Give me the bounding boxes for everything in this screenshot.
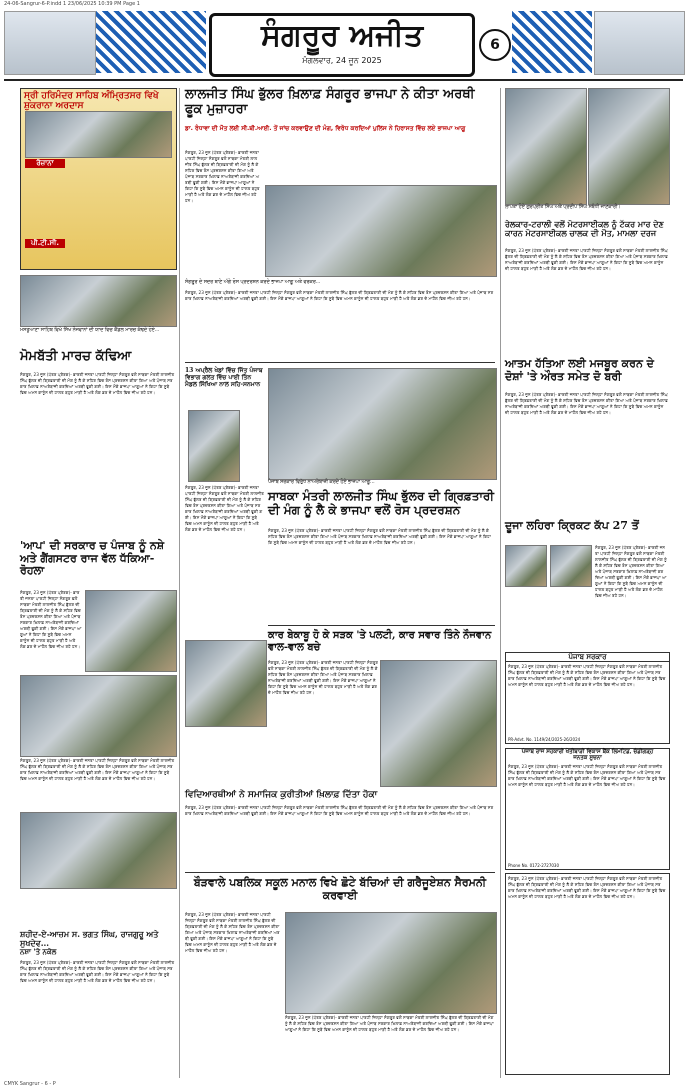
ad-code-1: PR-Advt. No. 1149/24/2025-26/2024 xyxy=(508,737,581,742)
left-candle-photo xyxy=(20,275,177,327)
lead-body-1: ਸੰਗਰੂਰ, 23 ਜੂਨ (ਪੱਤਰ ਪ੍ਰੇਰਕ)- ਭਾਰਤੀ ਜਨਤਾ ਪਾਰਟੀ ਜ਼ਿਲ੍ਹਾ ਸੰਗਰੂਰ ਵਲੋਂ ਸਾਬਕਾ ਮੰਤਰੀ ਲਾਲਜੀਤ ਸਿੰਘ ਭੁੱਲਰ ਦੀ ਗ੍ਰਿਫ਼ਤਾਰੀ ਦੀ ਮੰਗ ਨੂੰ ਲੈ ਕੇ ਸ਼ਹਿਰ ਵਿਚ ਰੋਸ ਪ੍ਰਦਰਸ਼ਨ ਕੀਤਾ ਗਿਆ ਅਤੇ ਪੰਜਾਬ ਸਰਕਾਰ ਖ਼ਿਲਾਫ਼ ਨਾਅਰੇਬਾਜ਼ੀ ਕਰਦਿਆਂ ਅਰਥੀ ਫੂਕੀ ਗਈ। ਇਸ ਮੌਕੇ ਭਾਜਪਾ ਆਗੂਆਂ ਨੇ ਕਿਹਾ ਕਿ ਸੂਬੇ ਵਿਚ ਅਮਨ ਕਾਨੂੰਨ ਦੀ ਹਾਲਤ ਬਹੁਤ ਮਾੜੀ ਹੈ ਅਤੇ ਲੋਕ ਡਰ ਦੇ ਮਾਹੌਲ ਵਿਚ ਜੀਅ ਰਹੇ ਹਨ। xyxy=(185,150,260,203)
right-headline-2: ਆਤਮ ਹੱਤਿਆ ਲਈ ਮਜਬੂਰ ਕਰਨ ਦੇ ਦੋਸ਼ਾਂ 'ਤੇ ਔਰਤ ਸਮੇਤ ਦੋ ਬਰੀ xyxy=(505,357,654,383)
masthead-title-box xyxy=(209,13,475,77)
center-rule-1 xyxy=(185,362,495,363)
left-top-tag2: ਪੀ.ਟੀ.ਸੀ. xyxy=(25,239,65,248)
protest-caption: ਪੰਜਾਬ ਸਰਕਾਰ ਵਿਰੁੱਧ ਨਾਅਰੇਬਾਜ਼ੀ ਕਰਦੇ ਹੋਏ ਭਾਜਪਾ ਆਗੂ... xyxy=(268,480,375,485)
aap-leader-photo xyxy=(85,590,177,672)
students-headline: ਵਿਦਿਆਰਥੀਆਂ ਨੇ ਸਮਾਜਿਕ ਕੁਰੀਤੀਆਂ ਖ਼ਿਲਾਫ਼ ਦਿੱਤਾ ਹੋਕਾ xyxy=(185,790,378,800)
right-bottom-ad xyxy=(505,873,670,1075)
right-body-1: ਸੰਗਰੂਰ, 23 ਜੂਨ (ਪੱਤਰ ਪ੍ਰੇਰਕ)- ਭਾਰਤੀ ਜਨਤਾ ਪਾਰਟੀ ਜ਼ਿਲ੍ਹਾ ਸੰਗਰੂਰ ਵਲੋਂ ਸਾਬਕਾ ਮੰਤਰੀ ਲਾਲਜੀਤ ਸਿੰਘ ਭੁੱਲਰ ਦੀ ਗ੍ਰਿਫ਼ਤਾਰੀ ਦੀ ਮੰਗ ਨੂੰ ਲੈ ਕੇ ਸ਼ਹਿਰ ਵਿਚ ਰੋਸ ਪ੍ਰਦਰਸ਼ਨ ਕੀਤਾ ਗਿਆ ਅਤੇ ਪੰਜਾਬ ਸਰਕਾਰ ਖ਼ਿਲਾਫ਼ ਨਾਅਰੇਬਾਜ਼ੀ ਕਰਦਿਆਂ ਅਰਥੀ ਫੂਕੀ ਗਈ। ਇਸ ਮੌਕੇ ਭਾਜਪਾ ਆਗੂਆਂ ਨੇ ਕਿਹਾ ਕਿ ਸੂਬੇ ਵਿਚ ਅਮਨ ਕਾਨੂੰਨ ਦੀ ਹਾਲਤ ਬਹੁਤ ਮਾੜੀ ਹੈ ਅਤੇ ਲੋਕ ਡਰ ਦੇ ਮਾਹੌਲ ਵਿਚ ਜੀਅ ਰਹੇ ਹਨ। xyxy=(505,248,668,271)
cricket-headline: ਦੂਜਾ ਲਹਿਰਾ ਕ੍ਰਿਕਟ ਕੱਪ 27 ਤੋਂ xyxy=(505,519,639,532)
left-column-rule xyxy=(179,88,180,1078)
bottom-left-title: ਸ਼ਹੀਦ-ਏ-ਆਜ਼ਮ ਸ. ਭਗਤ ਸਿੰਘ, ਰਾਜਗੁਰੂ ਅਤੇ ਸੁਖਦੇਵ... xyxy=(20,929,159,949)
left-body-2: ਸੰਗਰੂਰ, 23 ਜੂਨ (ਪੱਤਰ ਪ੍ਰੇਰਕ)- ਭਾਰਤੀ ਜਨਤਾ ਪਾਰਟੀ ਜ਼ਿਲ੍ਹਾ ਸੰਗਰੂਰ ਵਲੋਂ ਸਾਬਕਾ ਮੰਤਰੀ ਲਾਲਜੀਤ ਸਿੰਘ ਭੁੱਲਰ ਦੀ ਗ੍ਰਿਫ਼ਤਾਰੀ ਦੀ ਮੰਗ ਨੂੰ ਲੈ ਕੇ ਸ਼ਹਿਰ ਵਿਚ ਰੋਸ ਪ੍ਰਦਰਸ਼ਨ ਕੀਤਾ ਗਿਆ ਅਤੇ ਪੰਜਾਬ ਸਰਕਾਰ ਖ਼ਿਲਾਫ਼ ਨਾਅਰੇਬਾਜ਼ੀ ਕਰਦਿਆਂ ਅਰਥੀ ਫੂਕੀ ਗਈ। ਇਸ ਮੌਕੇ ਭਾਜਪਾ ਆਗੂਆਂ ਨੇ ਕਿਹਾ ਕਿ ਸੂਬੇ ਵਿਚ ਅਮਨ ਕਾਨੂੰਨ ਦੀ ਹਾਲਤ ਬਹੁਤ ਮਾੜੀ ਹੈ ਅਤੇ ਲੋਕ ਡਰ ਦੇ ਮਾਹੌਲ ਵਿਚ ਜੀਅ ਰਹੇ ਹਨ। xyxy=(20,758,175,781)
right-top-photo-1 xyxy=(505,88,587,205)
school-body-2: ਸੰਗਰੂਰ, 23 ਜੂਨ (ਪੱਤਰ ਪ੍ਰੇਰਕ)- ਭਾਰਤੀ ਜਨਤਾ ਪਾਰਟੀ ਜ਼ਿਲ੍ਹਾ ਸੰਗਰੂਰ ਵਲੋਂ ਸਾਬਕਾ ਮੰਤਰੀ ਲਾਲਜੀਤ ਸਿੰਘ ਭੁੱਲਰ ਦੀ ਗ੍ਰਿਫ਼ਤਾਰੀ ਦੀ ਮੰਗ ਨੂੰ ਲੈ ਕੇ ਸ਼ਹਿਰ ਵਿਚ ਰੋਸ ਪ੍ਰਦਰਸ਼ਨ ਕੀਤਾ ਗਿਆ ਅਤੇ ਪੰਜਾਬ ਸਰਕਾਰ ਖ਼ਿਲਾਫ਼ ਨਾਅਰੇਬਾਜ਼ੀ ਕਰਦਿਆਂ ਅਰਥੀ ਫੂਕੀ ਗਈ। ਇਸ ਮੌਕੇ ਭਾਜਪਾ ਆਗੂਆਂ ਨੇ ਕਿਹਾ ਕਿ ਸੂਬੇ ਵਿਚ ਅਮਨ ਕਾਨੂੰਨ ਦੀ ਹਾਲਤ ਬਹੁਤ ਮਾੜੀ ਹੈ ਅਤੇ ਲੋਕ ਡਰ ਦੇ ਮਾਹੌਲ ਵਿਚ ਜੀਅ ਰਹੇ ਹਨ। xyxy=(285,1015,494,1032)
bank-notice-title: ਪੰਜਾਬ ਰਾਜ ਸਹਕਾਰੀ ਖੇਤੀਬਾੜੀ ਵਿਕਾਸ ਬੈਂਕ ਲਿਮਟਿਡ, ਚੰਡੀਗੜ੍ਹ xyxy=(521,749,654,755)
crash-photo xyxy=(380,660,497,787)
aap-headline: 'ਆਪ' ਦੀ ਸਰਕਾਰ ਚ ਪੰਜਾਬ ਨੂੰ ਨਸ਼ੇ ਅਤੇ ਗੈਂਗਸਟਰ ਰਾਜ ਵੱਲ ਧੱਕਿਆ-ਰੋਹਲਾ xyxy=(20,539,165,578)
students-body: ਸੰਗਰੂਰ, 23 ਜੂਨ (ਪੱਤਰ ਪ੍ਰੇਰਕ)- ਭਾਰਤੀ ਜਨਤਾ ਪਾਰਟੀ ਜ਼ਿਲ੍ਹਾ ਸੰਗਰੂਰ ਵਲੋਂ ਸਾਬਕਾ ਮੰਤਰੀ ਲਾਲਜੀਤ ਸਿੰਘ ਭੁੱਲਰ ਦੀ ਗ੍ਰਿਫ਼ਤਾਰੀ ਦੀ ਮੰਗ ਨੂੰ ਲੈ ਕੇ ਸ਼ਹਿਰ ਵਿਚ ਰੋਸ ਪ੍ਰਦਰਸ਼ਨ ਕੀਤਾ ਗਿਆ ਅਤੇ ਪੰਜਾਬ ਸਰਕਾਰ ਖ਼ਿਲਾਫ਼ ਨਾਅਰੇਬਾਜ਼ੀ ਕਰਦਿਆਂ ਅਰਥੀ ਫੂਕੀ ਗਈ। ਇਸ ਮੌਕੇ ਭਾਜਪਾ ਆਗੂਆਂ ਨੇ ਕਿਹਾ ਕਿ ਸੂਬੇ ਵਿਚ ਅਮਨ ਕਾਨੂੰਨ ਦੀ ਹਾਲਤ ਬਹੁਤ ਮਾੜੀ ਹੈ ਅਤੇ ਲੋਕ ਡਰ ਦੇ ਮਾਹੌਲ ਵਿਚ ਜੀਅ ਰਹੇ ਹਨ। xyxy=(185,805,494,816)
school-photo xyxy=(285,912,497,1014)
bottom-left-body: ਸੰਗਰੂਰ, 23 ਜੂਨ (ਪੱਤਰ ਪ੍ਰੇਰਕ)- ਭਾਰਤੀ ਜਨਤਾ ਪਾਰਟੀ ਜ਼ਿਲ੍ਹਾ ਸੰਗਰੂਰ ਵਲੋਂ ਸਾਬਕਾ ਮੰਤਰੀ ਲਾਲਜੀਤ ਸਿੰਘ ਭੁੱਲਰ ਦੀ ਗ੍ਰਿਫ਼ਤਾਰੀ ਦੀ ਮੰਗ ਨੂੰ ਲੈ ਕੇ ਸ਼ਹਿਰ ਵਿਚ ਰੋਸ ਪ੍ਰਦਰਸ਼ਨ ਕੀਤਾ ਗਿਆ ਅਤੇ ਪੰਜਾਬ ਸਰਕਾਰ ਖ਼ਿਲਾਫ਼ ਨਾਅਰੇਬਾਜ਼ੀ ਕਰਦਿਆਂ ਅਰਥੀ ਫੂਕੀ ਗਈ। ਇਸ ਮੌਕੇ ਭਾਜਪਾ ਆਗੂਆਂ ਨੇ ਕਿਹਾ ਕਿ ਸੂਬੇ ਵਿਚ ਅਮਨ ਕਾਨੂੰਨ ਦੀ ਹਾਲਤ ਬਹੁਤ ਮਾੜੀ ਹੈ ਅਤੇ ਲੋਕ ਡਰ ਦੇ ਮਾਹੌਲ ਵਿਚ ਜੀਅ ਰਹੇ ਹਨ। xyxy=(20,960,175,983)
left-top-tag: ਰੋਜ਼ਾਨਾ xyxy=(25,159,65,168)
center-rule-2 xyxy=(268,625,495,626)
left-top-title: ਸ੍ਰੀ ਹਰਿਮੰਦਰ ਸਾਹਿਬ ਅੰਮ੍ਰਿਤਸਰ ਵਿਖੇ ਸ਼ੁਕਰਾਨਾ ਅਰਦਾਸ xyxy=(24,91,159,112)
masthead-pattern-right xyxy=(512,11,592,73)
masthead-title: ਸੰਗਰੂਰ ਅਜੀਤ xyxy=(260,18,424,53)
candle-march-headline: ਮੋਮਬੱਤੀ ਮਾਰਚ ਕੱਢਿਆ xyxy=(20,349,132,364)
lead-headline: ਲਾਲਜੀਤ ਸਿੰਘ ਭੁੱਲਰ ਖ਼ਿਲਾਫ਼ ਸੰਗਰੂਰ ਭਾਜਪਾ ਨੇ ਕੀਤਾ ਅਰਥੀ ਫੂਕ ਮੁਜ਼ਾਹਰਾ xyxy=(185,87,475,117)
bank-notice-sub: ਜਨਤਕ ਸੂਚਨਾ xyxy=(573,755,602,762)
bank-notice-ad xyxy=(505,748,670,870)
left-photo-caption: ਮਸਤੂਆਣਾ ਸਾਹਿਬ ਵਿਖੇ ਸਿੱਖ ਨੌਜਵਾਨਾਂ ਦੀ ਯਾਦ ਵਿਚ ਕੈਂਡਲ ਮਾਰਚ ਕੱਢਦੇ ਹੋਏ... xyxy=(20,328,160,333)
masthead-right-photo xyxy=(594,11,685,75)
cricket-photo-1 xyxy=(505,545,547,587)
cricket-photo-2 xyxy=(550,545,592,587)
left-top-box xyxy=(20,88,177,270)
crash-body: ਸੰਗਰੂਰ, 23 ਜੂਨ (ਪੱਤਰ ਪ੍ਰੇਰਕ)- ਭਾਰਤੀ ਜਨਤਾ ਪਾਰਟੀ ਜ਼ਿਲ੍ਹਾ ਸੰਗਰੂਰ ਵਲੋਂ ਸਾਬਕਾ ਮੰਤਰੀ ਲਾਲਜੀਤ ਸਿੰਘ ਭੁੱਲਰ ਦੀ ਗ੍ਰਿਫ਼ਤਾਰੀ ਦੀ ਮੰਗ ਨੂੰ ਲੈ ਕੇ ਸ਼ਹਿਰ ਵਿਚ ਰੋਸ ਪ੍ਰਦਰਸ਼ਨ ਕੀਤਾ ਗਿਆ ਅਤੇ ਪੰਜਾਬ ਸਰਕਾਰ ਖ਼ਿਲਾਫ਼ ਨਾਅਰੇਬਾਜ਼ੀ ਕਰਦਿਆਂ ਅਰਥੀ ਫੂਕੀ ਗਈ। ਇਸ ਮੌਕੇ ਭਾਜਪਾ ਆਗੂਆਂ ਨੇ ਕਿਹਾ ਕਿ ਸੂਬੇ ਵਿਚ ਅਮਨ ਕਾਨੂੰਨ ਦੀ ਹਾਲਤ ਬਹੁਤ ਮਾੜੀ ਹੈ ਅਤੇ ਲੋਕ ਡਰ ਦੇ ਮਾਹੌਲ ਵਿਚ ਜੀਅ ਰਹੇ ਹਨ। xyxy=(268,660,378,695)
masthead-date: ਮੰਗਲਵਾਰ, 24 ਜੂਨ 2025 xyxy=(302,56,382,65)
mid-body: ਸੰਗਰੂਰ, 23 ਜੂਨ (ਪੱਤਰ ਪ੍ਰੇਰਕ)- ਭਾਰਤੀ ਜਨਤਾ ਪਾਰਟੀ ਜ਼ਿਲ੍ਹਾ ਸੰਗਰੂਰ ਵਲੋਂ ਸਾਬਕਾ ਮੰਤਰੀ ਲਾਲਜੀਤ ਸਿੰਘ ਭੁੱਲਰ ਦੀ ਗ੍ਰਿਫ਼ਤਾਰੀ ਦੀ ਮੰਗ ਨੂੰ ਲੈ ਕੇ ਸ਼ਹਿਰ ਵਿਚ ਰੋਸ ਪ੍ਰਦਰਸ਼ਨ ਕੀਤਾ ਗਿਆ ਅਤੇ ਪੰਜਾਬ ਸਰਕਾਰ ਖ਼ਿਲਾਫ਼ ਨਾਅਰੇਬਾਜ਼ੀ ਕਰਦਿਆਂ ਅਰਥੀ ਫੂਕੀ ਗਈ। ਇਸ ਮੌਕੇ ਭਾਜਪਾ ਆਗੂਆਂ ਨੇ ਕਿਹਾ ਕਿ ਸੂਬੇ ਵਿਚ ਅਮਨ ਕਾਨੂੰਨ ਦੀ ਹਾਲਤ ਬਹੁਤ ਮਾੜੀ ਹੈ ਅਤੇ ਲੋਕ ਡਰ ਦੇ ਮਾਹੌਲ ਵਿਚ ਜੀਅ ਰਹੇ ਹਨ। xyxy=(185,485,264,532)
protest-photo-large xyxy=(268,368,497,480)
masthead-left-photo xyxy=(4,11,96,75)
lead-subhead: ਡਾ. ਰੰਧਾਵਾ ਦੀ ਮੌਤ ਲਈ ਸੀ.ਬੀ.ਆਈ. ਤੋਂ ਜਾਂਚ ਕਰਵਾਉਣ ਦੀ ਮੰਗ, ਵਿਰੋਧ ਕਰਦਿਆਂ ਪੁਲਿਸ ਨੇ ਹਿਰਾਸਤ ਵਿੱਚ ਲਏ ਭਾਜਪਾ ਆਗੂ xyxy=(185,125,466,132)
left-group-photo-1 xyxy=(20,675,177,757)
right-headline-1: ਰੇਲਕਾਰ-ਟਰਾਲੀ ਵਲੋਂ ਮੋਟਰਸਾਈਕਲ ਨੂੰ ਟੱਕਰ ਮਾਰ ਦੇਣ ਕਾਰਨ ਮੋਟਰਸਾਈਕਲ ਚਾਲਕ ਦੀ ਮੌਤ, ਮਾਮਲਾ ਦਰਜ xyxy=(505,219,664,239)
mid-small-head: 13 ਅਪ੍ਰੈਲ ਖੇਡਾਂ ਵਿੱਚ ਜਿੱਤ ਪੰਜਾਬ ਵਿਭਾਗ ਗਲਤ ਵਿੱਚ ਪਾਈ ਤਿੰਨ ਮੈਡਲ ਸਿੱਖਿਆ ਨਾਲ ਸਹਿ-ਸਨਮਾਨ xyxy=(185,367,263,388)
bank-notice-body: ਸੰਗਰੂਰ, 23 ਜੂਨ (ਪੱਤਰ ਪ੍ਰੇਰਕ)- ਭਾਰਤੀ ਜਨਤਾ ਪਾਰਟੀ ਜ਼ਿਲ੍ਹਾ ਸੰਗਰੂਰ ਵਲੋਂ ਸਾਬਕਾ ਮੰਤਰੀ ਲਾਲਜੀਤ ਸਿੰਘ ਭੁੱਲਰ ਦੀ ਗ੍ਰਿਫ਼ਤਾਰੀ ਦੀ ਮੰਗ ਨੂੰ ਲੈ ਕੇ ਸ਼ਹਿਰ ਵਿਚ ਰੋਸ ਪ੍ਰਦਰਸ਼ਨ ਕੀਤਾ ਗਿਆ ਅਤੇ ਪੰਜਾਬ ਸਰਕਾਰ ਖ਼ਿਲਾਫ਼ ਨਾਅਰੇਬਾਜ਼ੀ ਕਰਦਿਆਂ ਅਰਥੀ ਫੂਕੀ ਗਈ। ਇਸ ਮੌਕੇ ਭਾਜਪਾ ਆਗੂਆਂ ਨੇ ਕਿਹਾ ਕਿ ਸੂਬੇ ਵਿਚ ਅਮਨ ਕਾਨੂੰਨ ਦੀ ਹਾਲਤ ਬਹੁਤ ਮਾੜੀ ਹੈ ਅਤੇ ਲੋਕ ਡਰ ਦੇ ਮਾਹੌਲ ਵਿਚ ਜੀਅ ਰਹੇ ਹਨ। xyxy=(508,763,666,787)
lead-body-2: ਸੰਗਰੂਰ, 23 ਜੂਨ (ਪੱਤਰ ਪ੍ਰੇਰਕ)- ਭਾਰਤੀ ਜਨਤਾ ਪਾਰਟੀ ਜ਼ਿਲ੍ਹਾ ਸੰਗਰੂਰ ਵਲੋਂ ਸਾਬਕਾ ਮੰਤਰੀ ਲਾਲਜੀਤ ਸਿੰਘ ਭੁੱਲਰ ਦੀ ਗ੍ਰਿਫ਼ਤਾਰੀ ਦੀ ਮੰਗ ਨੂੰ ਲੈ ਕੇ ਸ਼ਹਿਰ ਵਿਚ ਰੋਸ ਪ੍ਰਦਰਸ਼ਨ ਕੀਤਾ ਗਿਆ ਅਤੇ ਪੰਜਾਬ ਸਰਕਾਰ ਖ਼ਿਲਾਫ਼ ਨਾਅਰੇਬਾਜ਼ੀ ਕਰਦਿਆਂ ਅਰਥੀ ਫੂਕੀ ਗਈ। ਇਸ ਮੌਕੇ ਭਾਜਪਾ ਆਗੂਆਂ ਨੇ ਕਿਹਾ ਕਿ ਸੂਬੇ ਵਿਚ ਅਮਨ ਕਾਨੂੰਨ ਦੀ ਹਾਲਤ ਬਹੁਤ ਮਾੜੀ ਹੈ ਅਤੇ ਲੋਕ ਡਰ ਦੇ ਮਾਹੌਲ ਵਿਚ ਜੀਅ ਰਹੇ ਹਨ। xyxy=(185,290,494,301)
cricket-body: ਸੰਗਰੂਰ, 23 ਜੂਨ (ਪੱਤਰ ਪ੍ਰੇਰਕ)- ਭਾਰਤੀ ਜਨਤਾ ਪਾਰਟੀ ਜ਼ਿਲ੍ਹਾ ਸੰਗਰੂਰ ਵਲੋਂ ਸਾਬਕਾ ਮੰਤਰੀ ਲਾਲਜੀਤ ਸਿੰਘ ਭੁੱਲਰ ਦੀ ਗ੍ਰਿਫ਼ਤਾਰੀ ਦੀ ਮੰਗ ਨੂੰ ਲੈ ਕੇ ਸ਼ਹਿਰ ਵਿਚ ਰੋਸ ਪ੍ਰਦਰਸ਼ਨ ਕੀਤਾ ਗਿਆ ਅਤੇ ਪੰਜਾਬ ਸਰਕਾਰ ਖ਼ਿਲਾਫ਼ ਨਾਅਰੇਬਾਜ਼ੀ ਕਰਦਿਆਂ ਅਰਥੀ ਫੂਕੀ ਗਈ। ਇਸ ਮੌਕੇ ਭਾਜਪਾ ਆਗੂਆਂ ਨੇ ਕਿਹਾ ਕਿ ਸੂਬੇ ਵਿਚ ਅਮਨ ਕਾਨੂੰਨ ਦੀ ਹਾਲਤ ਬਹੁਤ ਮਾੜੀ ਹੈ ਅਤੇ ਲੋਕ ਡਰ ਦੇ ਮਾਹੌਲ ਵਿਚ ਜੀਅ ਰਹੇ ਹਨ। xyxy=(595,545,667,598)
right-top-photo-2 xyxy=(588,88,670,205)
right-body-2: ਸੰਗਰੂਰ, 23 ਜੂਨ (ਪੱਤਰ ਪ੍ਰੇਰਕ)- ਭਾਰਤੀ ਜਨਤਾ ਪਾਰਟੀ ਜ਼ਿਲ੍ਹਾ ਸੰਗਰੂਰ ਵਲੋਂ ਸਾਬਕਾ ਮੰਤਰੀ ਲਾਲਜੀਤ ਸਿੰਘ ਭੁੱਲਰ ਦੀ ਗ੍ਰਿਫ਼ਤਾਰੀ ਦੀ ਮੰਗ ਨੂੰ ਲੈ ਕੇ ਸ਼ਹਿਰ ਵਿਚ ਰੋਸ ਪ੍ਰਦਰਸ਼ਨ ਕੀਤਾ ਗਿਆ ਅਤੇ ਪੰਜਾਬ ਸਰਕਾਰ ਖ਼ਿਲਾਫ਼ ਨਾਅਰੇਬਾਜ਼ੀ ਕਰਦਿਆਂ ਅਰਥੀ ਫੂਕੀ ਗਈ। ਇਸ ਮੌਕੇ ਭਾਜਪਾ ਆਗੂਆਂ ਨੇ ਕਿਹਾ ਕਿ ਸੂਬੇ ਵਿਚ ਅਮਨ ਕਾਨੂੰਨ ਦੀ ਹਾਲਤ ਬਹੁਤ ਮਾੜੀ ਹੈ ਅਤੇ ਲੋਕ ਡਰ ਦੇ ਮਾਹੌਲ ਵਿਚ ਜੀਅ ਰਹੇ ਹਨ। xyxy=(505,392,668,415)
right-column-rule xyxy=(500,88,501,1078)
golden-temple-photo xyxy=(25,111,172,158)
crash-headline: ਕਾਰ ਬੇਕਾਬੂ ਹੋ ਕੇ ਸੜਕ 'ਤੇ ਪਲਟੀ, ਕਾਰ ਸਵਾਰ ਤਿੰਨੇ ਨੌਜਵਾਨ ਵਾਲ-ਵਾਲ ਬਚੇ xyxy=(268,630,492,653)
punjab-sarkar-ad xyxy=(505,652,670,744)
masthead xyxy=(4,9,683,81)
left-group-photo-2 xyxy=(20,812,177,889)
second-body: ਸੰਗਰੂਰ, 23 ਜੂਨ (ਪੱਤਰ ਪ੍ਰੇਰਕ)- ਭਾਰਤੀ ਜਨਤਾ ਪਾਰਟੀ ਜ਼ਿਲ੍ਹਾ ਸੰਗਰੂਰ ਵਲੋਂ ਸਾਬਕਾ ਮੰਤਰੀ ਲਾਲਜੀਤ ਸਿੰਘ ਭੁੱਲਰ ਦੀ ਗ੍ਰਿਫ਼ਤਾਰੀ ਦੀ ਮੰਗ ਨੂੰ ਲੈ ਕੇ ਸ਼ਹਿਰ ਵਿਚ ਰੋਸ ਪ੍ਰਦਰਸ਼ਨ ਕੀਤਾ ਗਿਆ ਅਤੇ ਪੰਜਾਬ ਸਰਕਾਰ ਖ਼ਿਲਾਫ਼ ਨਾਅਰੇਬਾਜ਼ੀ ਕਰਦਿਆਂ ਅਰਥੀ ਫੂਕੀ ਗਈ। ਇਸ ਮੌਕੇ ਭਾਜਪਾ ਆਗੂਆਂ ਨੇ ਕਿਹਾ ਕਿ ਸੂਬੇ ਵਿਚ ਅਮਨ ਕਾਨੂੰਨ ਦੀ ਹਾਲਤ ਬਹੁਤ ਮਾੜੀ ਹੈ ਅਤੇ ਲੋਕ ਡਰ ਦੇ ਮਾਹੌਲ ਵਿਚ ਜੀਅ ਰਹੇ ਹਨ। xyxy=(268,528,491,545)
punjab-sarkar-body: ਸੰਗਰੂਰ, 23 ਜੂਨ (ਪੱਤਰ ਪ੍ਰੇਰਕ)- ਭਾਰਤੀ ਜਨਤਾ ਪਾਰਟੀ ਜ਼ਿਲ੍ਹਾ ਸੰਗਰੂਰ ਵਲੋਂ ਸਾਬਕਾ ਮੰਤਰੀ ਲਾਲਜੀਤ ਸਿੰਘ ਭੁੱਲਰ ਦੀ ਗ੍ਰਿਫ਼ਤਾਰੀ ਦੀ ਮੰਗ ਨੂੰ ਲੈ ਕੇ ਸ਼ਹਿਰ ਵਿਚ ਰੋਸ ਪ੍ਰਦਰਸ਼ਨ ਕੀਤਾ ਗਿਆ ਅਤੇ ਪੰਜਾਬ ਸਰਕਾਰ ਖ਼ਿਲਾਫ਼ ਨਾਅਰੇਬਾਜ਼ੀ ਕਰਦਿਆਂ ਅਰਥੀ ਫੂਕੀ ਗਈ। ਇਸ ਮੌਕੇ ਭਾਜਪਾ ਆਗੂਆਂ ਨੇ ਕਿਹਾ ਕਿ ਸੂਬੇ ਵਿਚ ਅਮਨ ਕਾਨੂੰਨ ਦੀ ਹਾਲਤ ਬਹੁਤ ਮਾੜੀ ਹੈ ਅਤੇ ਲੋਕ ਡਰ ਦੇ ਮਾਹੌਲ ਵਿਚ ਜੀਅ ਰਹੇ ਹਨ। xyxy=(508,664,666,688)
school-headline: ਬੌੜਵਾਲੇ ਪਬਲਿਕ ਸਕੂਲ ਮਨਾਲ ਵਿਖੇ ਛੋਟੇ ਬੱਚਿਆਂ ਦੀ ਗਰੈਜੂਏਸ਼ਨ ਸੈਰਮਨੀ ਕਰਵਾਈ xyxy=(193,876,487,902)
bottom-left-sub: ਨਸ਼ਾ 'ਤੇ ਨਕੇਲ xyxy=(20,947,57,956)
candle-march-body: ਸੰਗਰੂਰ, 23 ਜੂਨ (ਪੱਤਰ ਪ੍ਰੇਰਕ)- ਭਾਰਤੀ ਜਨਤਾ ਪਾਰਟੀ ਜ਼ਿਲ੍ਹਾ ਸੰਗਰੂਰ ਵਲੋਂ ਸਾਬਕਾ ਮੰਤਰੀ ਲਾਲਜੀਤ ਸਿੰਘ ਭੁੱਲਰ ਦੀ ਗ੍ਰਿਫ਼ਤਾਰੀ ਦੀ ਮੰਗ ਨੂੰ ਲੈ ਕੇ ਸ਼ਹਿਰ ਵਿਚ ਰੋਸ ਪ੍ਰਦਰਸ਼ਨ ਕੀਤਾ ਗਿਆ ਅਤੇ ਪੰਜਾਬ ਸਰਕਾਰ ਖ਼ਿਲਾਫ਼ ਨਾਅਰੇਬਾਜ਼ੀ ਕਰਦਿਆਂ ਅਰਥੀ ਫੂਕੀ ਗਈ। ਇਸ ਮੌਕੇ ਭਾਜਪਾ ਆਗੂਆਂ ਨੇ ਕਿਹਾ ਕਿ ਸੂਬੇ ਵਿਚ ਅਮਨ ਕਾਨੂੰਨ ਦੀ ਹਾਲਤ ਬਹੁਤ ਮਾੜੀ ਹੈ ਅਤੇ ਲੋਕ ਡਰ ਦੇ ਮਾਹੌਲ ਵਿਚ ਜੀਅ ਰਹੇ ਹਨ। xyxy=(20,372,175,395)
aap-body: ਸੰਗਰੂਰ, 23 ਜੂਨ (ਪੱਤਰ ਪ੍ਰੇਰਕ)- ਭਾਰਤੀ ਜਨਤਾ ਪਾਰਟੀ ਜ਼ਿਲ੍ਹਾ ਸੰਗਰੂਰ ਵਲੋਂ ਸਾਬਕਾ ਮੰਤਰੀ ਲਾਲਜੀਤ ਸਿੰਘ ਭੁੱਲਰ ਦੀ ਗ੍ਰਿਫ਼ਤਾਰੀ ਦੀ ਮੰਗ ਨੂੰ ਲੈ ਕੇ ਸ਼ਹਿਰ ਵਿਚ ਰੋਸ ਪ੍ਰਦਰਸ਼ਨ ਕੀਤਾ ਗਿਆ ਅਤੇ ਪੰਜਾਬ ਸਰਕਾਰ ਖ਼ਿਲਾਫ਼ ਨਾਅਰੇਬਾਜ਼ੀ ਕਰਦਿਆਂ ਅਰਥੀ ਫੂਕੀ ਗਈ। ਇਸ ਮੌਕੇ ਭਾਜਪਾ ਆਗੂਆਂ ਨੇ ਕਿਹਾ ਕਿ ਸੂਬੇ ਵਿਚ ਅਮਨ ਕਾਨੂੰਨ ਦੀ ਹਾਲਤ ਬਹੁਤ ਮਾੜੀ ਹੈ ਅਤੇ ਲੋਕ ਡਰ ਦੇ ਮਾਹੌਲ ਵਿਚ ਜੀਅ ਰਹੇ ਹਨ। xyxy=(20,590,82,649)
school-body: ਸੰਗਰੂਰ, 23 ਜੂਨ (ਪੱਤਰ ਪ੍ਰੇਰਕ)- ਭਾਰਤੀ ਜਨਤਾ ਪਾਰਟੀ ਜ਼ਿਲ੍ਹਾ ਸੰਗਰੂਰ ਵਲੋਂ ਸਾਬਕਾ ਮੰਤਰੀ ਲਾਲਜੀਤ ਸਿੰਘ ਭੁੱਲਰ ਦੀ ਗ੍ਰਿਫ਼ਤਾਰੀ ਦੀ ਮੰਗ ਨੂੰ ਲੈ ਕੇ ਸ਼ਹਿਰ ਵਿਚ ਰੋਸ ਪ੍ਰਦਰਸ਼ਨ ਕੀਤਾ ਗਿਆ ਅਤੇ ਪੰਜਾਬ ਸਰਕਾਰ ਖ਼ਿਲਾਫ਼ ਨਾਅਰੇਬਾਜ਼ੀ ਕਰਦਿਆਂ ਅਰਥੀ ਫੂਕੀ ਗਈ। ਇਸ ਮੌਕੇ ਭਾਜਪਾ ਆਗੂਆਂ ਨੇ ਕਿਹਾ ਕਿ ਸੂਬੇ ਵਿਚ ਅਮਨ ਕਾਨੂੰਨ ਦੀ ਹਾਲਤ ਬਹੁਤ ਮਾੜੀ ਹੈ ਅਤੇ ਲੋਕ ਡਰ ਦੇ ਮਾਹੌਲ ਵਿਚ ਜੀਅ ਰਹੇ ਹਨ। xyxy=(185,912,280,953)
second-headline: ਸਾਬਕਾ ਮੰਤਰੀ ਲਾਲਜੀਤ ਸਿੰਘ ਭੁੱਲਰ ਦੀ ਗ੍ਰਿਫ਼ਤਾਰੀ ਦੀ ਮੰਗ ਨੂੰ ਲੈ ਕੇ ਭਾਜਪਾ ਵਲੋਂ ਰੋਸ ਪ੍ਰਦਰਸ਼ਨ xyxy=(268,489,494,517)
ad-code-2: Phone No. 0172-2727030 xyxy=(508,863,560,868)
page-number: 6 xyxy=(479,29,511,61)
student-photo xyxy=(188,410,240,482)
masthead-pattern-left xyxy=(96,11,206,73)
students-photo xyxy=(185,640,267,727)
footer: CMYK Sangrur - 6 - P xyxy=(4,1081,56,1087)
lead-protest-photo xyxy=(265,185,497,277)
right-bottom-ad-body: ਸੰਗਰੂਰ, 23 ਜੂਨ (ਪੱਤਰ ਪ੍ਰੇਰਕ)- ਭਾਰਤੀ ਜਨਤਾ ਪਾਰਟੀ ਜ਼ਿਲ੍ਹਾ ਸੰਗਰੂਰ ਵਲੋਂ ਸਾਬਕਾ ਮੰਤਰੀ ਲਾਲਜੀਤ ਸਿੰਘ ਭੁੱਲਰ ਦੀ ਗ੍ਰਿਫ਼ਤਾਰੀ ਦੀ ਮੰਗ ਨੂੰ ਲੈ ਕੇ ਸ਼ਹਿਰ ਵਿਚ ਰੋਸ ਪ੍ਰਦਰਸ਼ਨ ਕੀਤਾ ਗਿਆ ਅਤੇ ਪੰਜਾਬ ਸਰਕਾਰ ਖ਼ਿਲਾਫ਼ ਨਾਅਰੇਬਾਜ਼ੀ ਕਰਦਿਆਂ ਅਰਥੀ ਫੂਕੀ ਗਈ। ਇਸ ਮੌਕੇ ਭਾਜਪਾ ਆਗੂਆਂ ਨੇ ਕਿਹਾ ਕਿ ਸੂਬੇ ਵਿਚ ਅਮਨ ਕਾਨੂੰਨ ਦੀ ਹਾਲਤ ਬਹੁਤ ਮਾੜੀ ਹੈ ਅਤੇ ਲੋਕ ਡਰ ਦੇ ਮਾਹੌਲ ਵਿਚ ਜੀਅ ਰਹੇ ਹਨ। xyxy=(508,876,666,899)
lead-photo-caption: ਸੰਗਰੂਰ ਦੇ ਸਦਰ ਥਾਣੇ ਅੱਗੇ ਰੋਸ ਪ੍ਰਦਰਸ਼ਨ ਕਰਦੇ ਭਾਜਪਾ ਆਗੂ ਅਤੇ ਵਰਕਰ... xyxy=(185,280,321,285)
center-rule-3 xyxy=(185,872,495,873)
punjab-sarkar-title: ਪੰਜਾਬ ਸਰਕਾਰ xyxy=(506,653,669,662)
print-line: 24-06-Sangrur-6-P.indd 1 23/06/2025 10:39 PM Page 1 xyxy=(4,1,140,7)
right-top-caption: ਲਾਪਤਾ ਹੋਏ ਗੁਰਪ੍ਰੀਤ ਸਿੰਘ ਅਤੇ ਪ੍ਰਦੀਪ ਸਿੰਘ ਸਬੰਧੀ ਜਾਣਕਾਰੀ। xyxy=(505,205,621,210)
